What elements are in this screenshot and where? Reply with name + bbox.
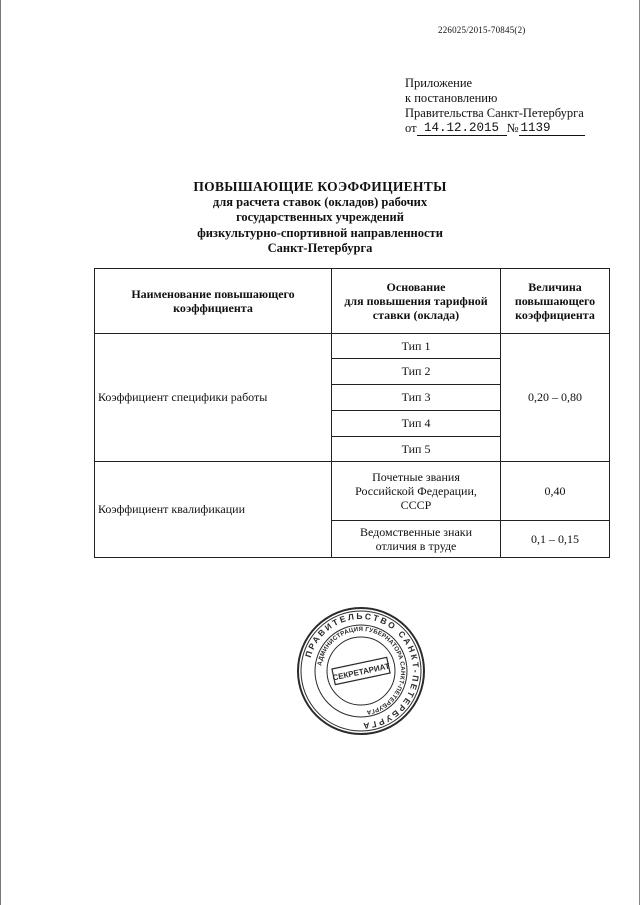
basis-line: Ведомственные знаки [359, 525, 473, 539]
appendix-line2: к постановлению [405, 91, 498, 105]
coefficients-table [94, 268, 610, 558]
official-seal [296, 606, 426, 736]
value-cell: 0,40 [501, 462, 610, 521]
basis-line: отличия в труде [375, 539, 457, 553]
appendix-block [405, 76, 585, 136]
title-main: ПОВЫШАЮЩИЕ КОЭФФИЦИЕНТЫ [193, 179, 447, 194]
value-cell-specifics: 0,20 – 0,80 [501, 334, 610, 462]
document-id: 226025/2015-70845(2) [438, 25, 526, 35]
title-line2: для расчета ставок (окладов) рабочих [212, 194, 428, 209]
document-title [0, 179, 640, 257]
number-label: № [506, 121, 519, 135]
title-line3: государственных учреждений [236, 210, 404, 224]
decree-number: 1139 [519, 122, 585, 136]
basis-cell: Тип 4 [332, 411, 501, 437]
table-row [95, 334, 610, 359]
table-header-row [95, 269, 610, 334]
header-name: Наименование повышающего коэффициента [95, 269, 332, 334]
basis-cell: Тип 2 [332, 359, 501, 385]
basis-line: СССР [400, 498, 432, 512]
group-name-specifics: Коэффициент специфики работы [95, 334, 332, 462]
value-cell: 0,1 – 0,15 [501, 521, 610, 558]
basis-line: Российской Федерации, [355, 484, 477, 498]
title-line4: физкультурно-спортивной направленности [197, 225, 443, 240]
decree-date: 14.12.2015 [417, 122, 507, 136]
appendix-line1: Приложение [405, 76, 473, 90]
appendix-date-row [405, 121, 585, 136]
header-basis-line2: для повышения тарифной [344, 294, 488, 308]
header-basis [332, 269, 501, 334]
page-edge-left [0, 0, 1, 905]
header-value [501, 269, 610, 334]
seal-outer-text: ПРАВИТЕЛЬСТВО САНКТ-ПЕТЕРБУРГА [302, 610, 422, 732]
table-row [95, 462, 610, 521]
basis-cell [332, 462, 501, 521]
header-basis-line3: ставки (оклада) [372, 308, 460, 322]
basis-cell: Тип 1 [332, 334, 501, 359]
header-basis-line1: Основание [386, 280, 446, 294]
basis-cell [332, 521, 501, 558]
title-line5: Санкт-Петербурга [267, 241, 373, 255]
from-label: от [405, 121, 417, 135]
seal-inner-text: АДМИНИСТРАЦИЯ ГУБЕРНАТОРА САНКТ-ПЕТЕРБУРГА [316, 625, 407, 716]
group-name-qualification: Коэффициент квалификации [95, 462, 332, 558]
header-value-line2: повышающего [514, 294, 596, 308]
basis-cell: Тип 3 [332, 385, 501, 411]
appendix-line3: Правительства Санкт-Петербурга [405, 106, 584, 120]
basis-cell: Тип 5 [332, 437, 501, 462]
header-value-line3: коэффициента [515, 308, 595, 322]
header-value-line1: Величина [528, 280, 582, 294]
seal-center-text: СЕКРЕТАРИАТ [331, 661, 391, 683]
basis-line: Почетные звания [372, 470, 460, 484]
